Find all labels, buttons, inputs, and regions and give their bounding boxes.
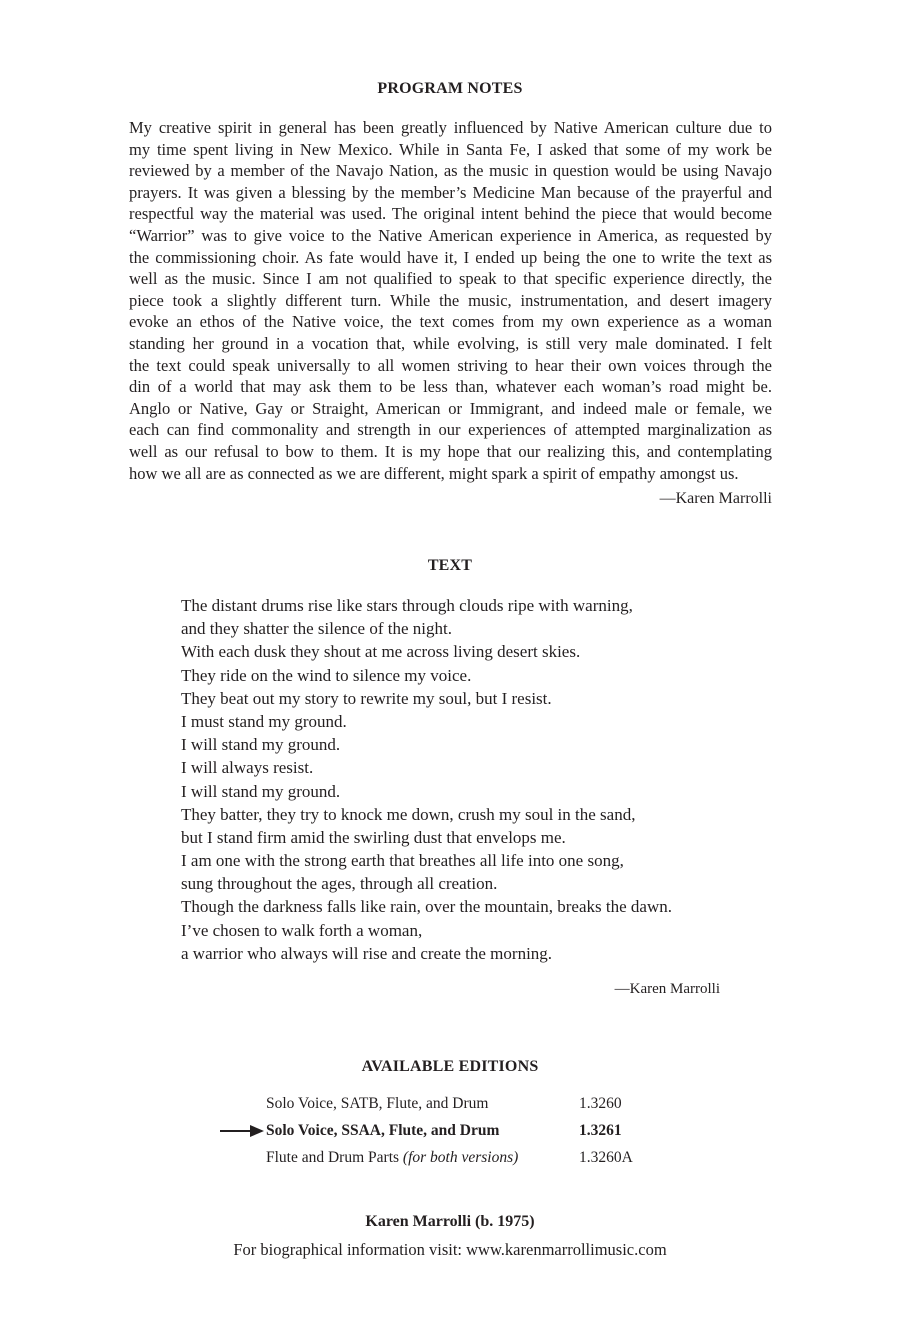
poem-line: and they shatter the silence of the night.	[181, 619, 452, 639]
poem-line: I must stand my ground.	[181, 711, 347, 731]
edition-title: Flute and Drum Parts (for both versions)	[266, 1149, 519, 1166]
program-notes-line: well as the music. Since I am not qualified to speak to that specific experience directly, the	[129, 269, 772, 289]
program-notes-line: Anglo or Native, Gay or Straight, American or Immigrant, and indeed male or female, we	[129, 398, 772, 418]
poem-line: They batter, they try to knock me down, crush my soul in the sand,	[181, 804, 636, 824]
poem-line: Though the darkness falls like rain, over the mountain, breaks the dawn.	[181, 897, 672, 917]
edition-code: 1.3261	[579, 1122, 622, 1139]
program-notes-line: my time spent living in New Mexico. While in Santa Fe, I asked that some of my work be	[129, 139, 772, 159]
edition-code: 1.3260A	[579, 1149, 633, 1166]
program-notes-line: din of a world that may ask them to be less than, whatever each woman’s road might be.	[129, 377, 772, 397]
program-notes-signature: —Karen Marrolli	[659, 490, 772, 507]
program-notes-line: reviewed by a member of the Navajo Nation, as the music in question would be using Navajo	[129, 161, 772, 181]
edition-row	[220, 1147, 700, 1174]
program-notes-line: respectful way the material was used. The original intent behind the piece that would become	[129, 204, 772, 224]
poem-line: They ride on the wind to silence my voice.	[181, 665, 472, 685]
arrow-right-icon	[220, 1124, 264, 1138]
poem-text	[181, 594, 672, 965]
program-notes-line: the text could speak universally to all women striving to hear their own voices through the	[129, 355, 772, 375]
editions-list	[220, 1093, 700, 1174]
program-notes-line: My creative spirit in general has been greatly influenced by Native American culture due to	[129, 118, 772, 137]
program-notes-line: prayers. It was given a blessing by the member’s Medicine Man because of the prayerful and	[129, 182, 772, 202]
program-notes-line: standing her ground in a vocation that, while evolving, is still very male dominated. I felt	[129, 333, 772, 353]
edition-code: 1.3260	[579, 1095, 622, 1112]
program-notes-line: each can find commonality and strength in our experiences of attempted marginalization as	[129, 420, 772, 440]
poem-line: sung throughout the ages, through all creation.	[181, 874, 498, 894]
poem-line: I will always resist.	[181, 758, 314, 778]
program-notes-line: “Warrior” was to give voice to the Native American experience in America, as requested by	[129, 225, 772, 245]
poem-line: They beat out my story to rewrite my soul, but I resist.	[181, 688, 552, 708]
poem-line: I’ve chosen to walk forth a woman,	[181, 920, 423, 940]
poem-line: With each dusk they shout at me across living desert skies.	[181, 642, 581, 662]
program-notes-line: well as our refusal to bow to them. It is my hope that our realizing this, and contemplating	[129, 441, 772, 461]
text-signature: —Karen Marrolli	[614, 981, 720, 997]
text-heading: TEXT	[427, 557, 473, 574]
poem-line: a warrior who always will rise and create the morning.	[181, 943, 553, 963]
poem-line: I am one with the strong earth that breathes all life into one song,	[181, 851, 624, 871]
composer-name: Karen Marrolli (b. 1975)	[365, 1213, 535, 1230]
edition-row	[220, 1093, 700, 1120]
edition-title: Solo Voice, SSAA, Flute, and Drum	[266, 1122, 500, 1139]
program-notes-line: evoke an ethos of the Native voice, the text comes from my own experience as a woman	[129, 312, 772, 332]
edition-row-selected	[220, 1120, 700, 1147]
poem-line: I will stand my ground.	[181, 735, 341, 755]
program-notes-line: the commissioning choir. As fate would have it, I ended up being the one to write the text as	[129, 247, 772, 267]
program-notes-line: how we all are as connected as we are different, might spark a spirit of empathy amongst us.	[129, 463, 739, 483]
edition-title: Solo Voice, SATB, Flute, and Drum	[266, 1095, 489, 1112]
poem-line: The distant drums rise like stars through clouds ripe with warning,	[181, 596, 633, 615]
poem-line: but I stand firm amid the swirling dust that envelops me.	[181, 827, 566, 847]
composer-bio: For biographical information visit: www.karenmarrollimusic.com	[233, 1240, 667, 1259]
program-notes-heading: PROGRAM NOTES	[377, 80, 523, 97]
program-notes-body	[129, 117, 772, 484]
poem-line: I will stand my ground.	[181, 781, 341, 801]
program-notes-line: piece took a slightly different turn. While the music, instrumentation, and desert imagery	[129, 290, 772, 310]
editions-heading: AVAILABLE EDITIONS	[361, 1058, 539, 1075]
